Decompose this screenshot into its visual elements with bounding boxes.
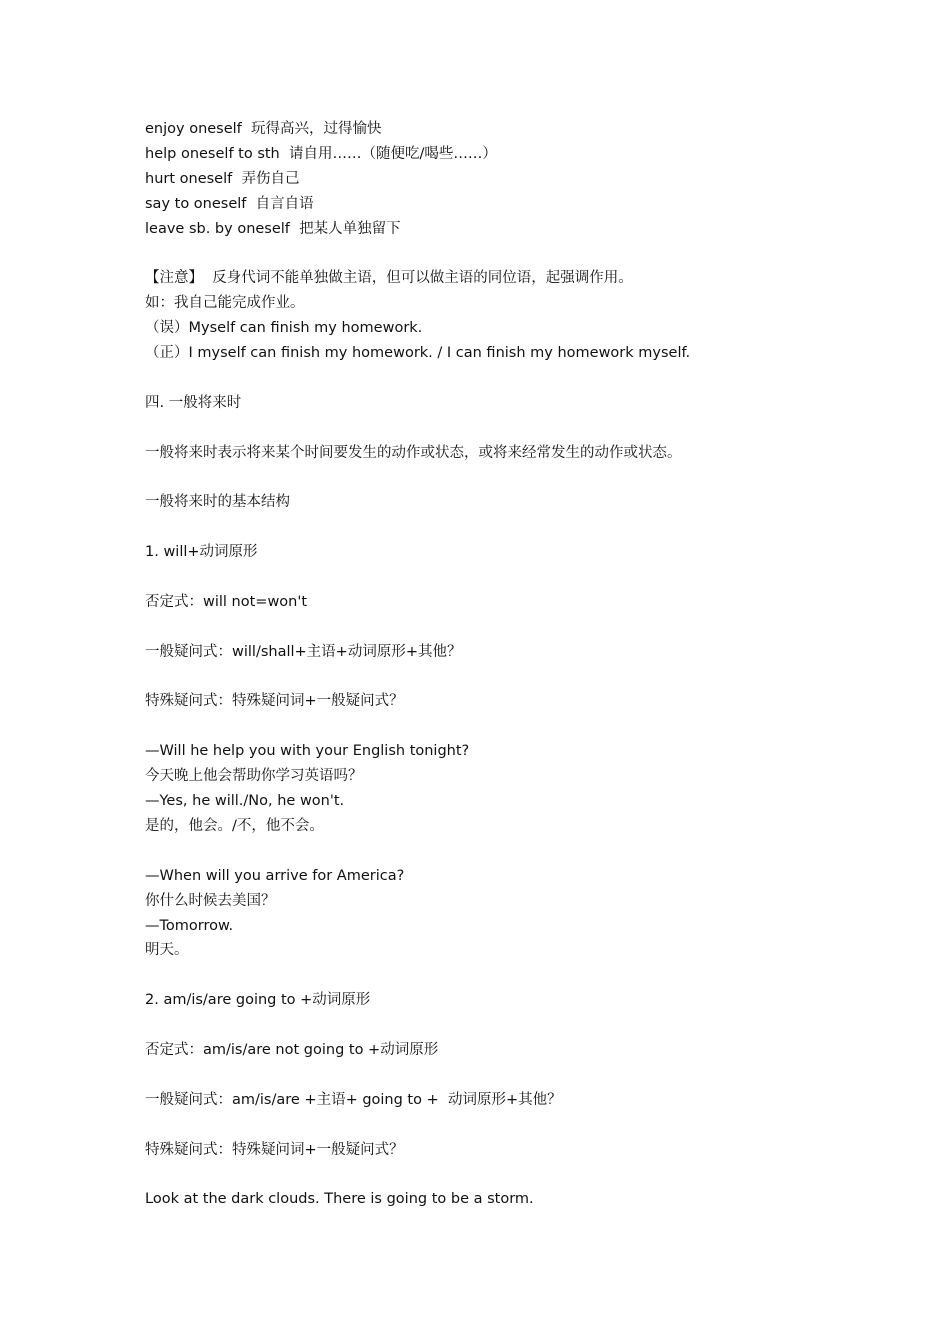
- dialogue-line: 是的，他会。/不，他不会。: [145, 817, 324, 834]
- note-wrong-example: （误）Myself can finish my homework.: [145, 320, 423, 337]
- paragraph-gap: [145, 1162, 825, 1187]
- phrase-line: hurt oneself 弄伤自己: [145, 170, 300, 187]
- dialogue-line: 你什么时候去美国？: [145, 892, 276, 909]
- going-to-special-question: 特殊疑问式：特殊疑问词+一般疑问式？: [145, 1141, 404, 1158]
- phrase-line: say to oneself 自言自语: [145, 195, 314, 212]
- dialogue-line: —When will you arrive for America?: [145, 867, 405, 884]
- going-to-title: 2. am/is/are going to +动词原形: [145, 992, 371, 1009]
- dialogue-line: 今天晚上他会帮助你学习英语吗？: [145, 768, 363, 785]
- going-to-general-question: 一般疑问式：am/is/are +主语+ going to + 动词原形+其他？: [145, 1091, 562, 1108]
- paragraph-gap: [145, 1063, 825, 1088]
- paragraph-gap: [145, 465, 825, 490]
- paragraph-gap: [145, 615, 825, 640]
- will-special-question: 特殊疑问式：特殊疑问词+一般疑问式？: [145, 693, 404, 710]
- dialogue-line: —Will he help you with your English tonight?: [145, 743, 470, 760]
- dialogue-line: —Yes, he will./No, he won't.: [145, 793, 345, 810]
- phrase-line: help oneself to sth 请自用……（随便吃/喝些……）: [145, 145, 497, 162]
- paragraph-gap: [145, 241, 825, 266]
- paragraph-gap: [145, 839, 825, 864]
- phrase-line: enjoy oneself 玩得高兴，过得愉快: [145, 121, 382, 137]
- paragraph-gap: [145, 963, 825, 988]
- section-title: 四. 一般将来时: [145, 394, 242, 411]
- going-to-example: Look at the dark clouds. There is going to be a storm.: [145, 1191, 534, 1208]
- definition-text: 一般将来时表示将来某个时间要发生的动作或状态，或将来经常发生的动作或状态。: [145, 444, 682, 461]
- will-negative-form: 否定式：will not=won't: [145, 593, 308, 610]
- will-general-question: 一般疑问式：will/shall+主语+动词原形+其他？: [145, 643, 462, 660]
- paragraph-gap: [145, 416, 825, 441]
- structure-heading: 一般将来时的基本结构: [145, 494, 290, 511]
- will-title: 1. will+动词原形: [145, 544, 258, 561]
- paragraph-gap: [145, 366, 825, 391]
- paragraph-gap: [145, 1113, 825, 1138]
- phrase-line: leave sb. by oneself 把某人单独留下: [145, 220, 401, 237]
- paragraph-gap: [145, 515, 825, 540]
- note-example-intro: 如：我自己能完成作业。: [145, 295, 305, 312]
- document-body: [145, 117, 825, 1212]
- note-heading: 【注意】 反身代词不能单独做主语，但可以做主语的同位语，起强调作用。: [145, 270, 633, 287]
- paragraph-gap: [145, 665, 825, 690]
- dialogue-line: 明天。: [145, 942, 189, 959]
- going-to-negative-form: 否定式：am/is/are not going to +动词原形: [145, 1041, 439, 1058]
- paragraph-gap: [145, 1013, 825, 1038]
- paragraph-gap: [145, 714, 825, 739]
- dialogue-line: —Tomorrow.: [145, 917, 234, 934]
- paragraph-gap: [145, 565, 825, 590]
- note-correct-example: （正）I myself can finish my homework. / I can finish my homework myself.: [145, 345, 691, 362]
